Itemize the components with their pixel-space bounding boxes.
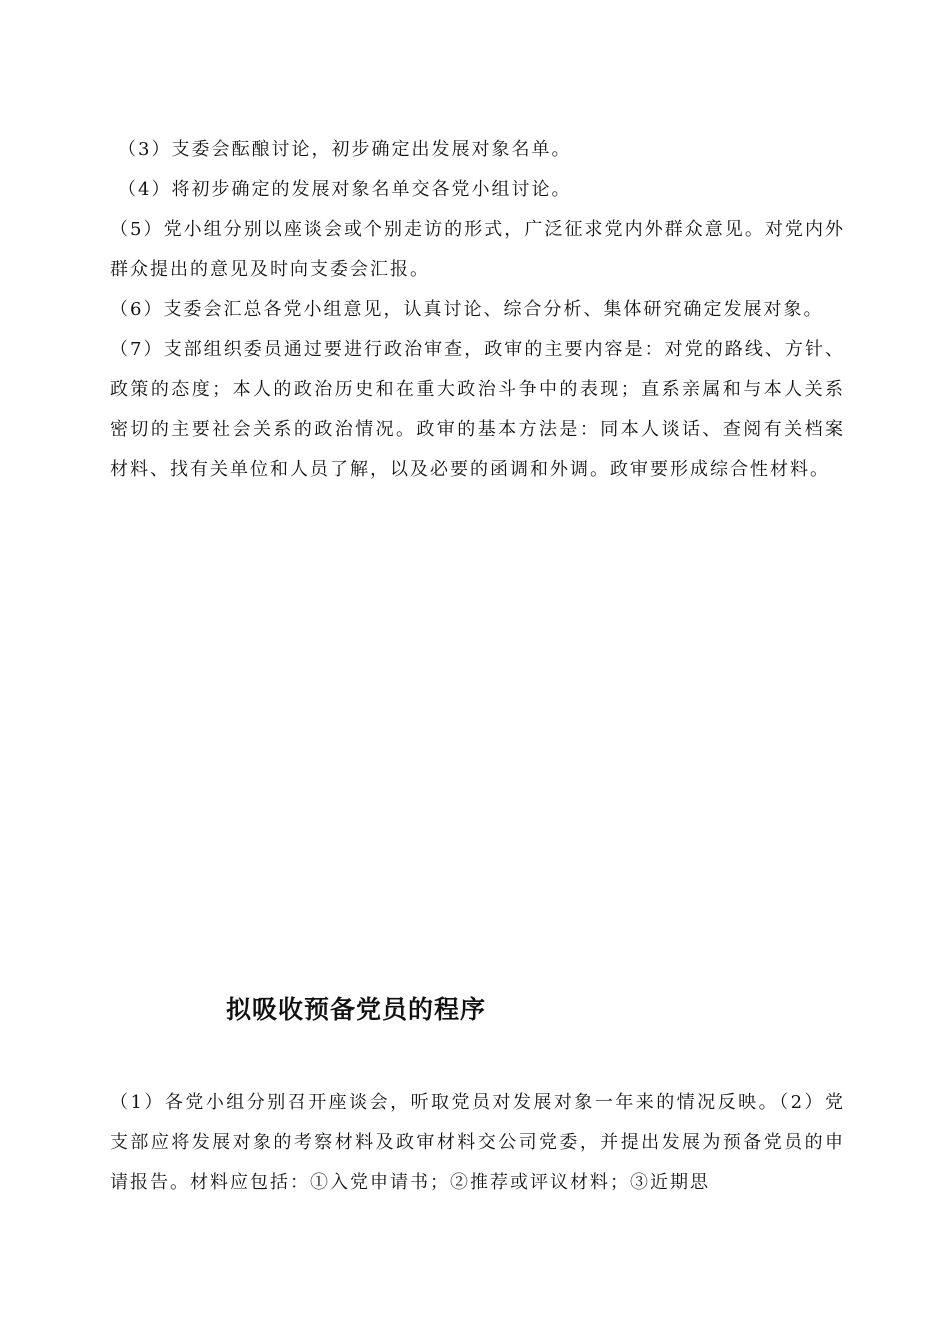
procedure-item-5: （5）党小组分别以座谈会或个别走访的形式，广泛征求党内外群众意见。对党内外群众提出的意见及时向支委会汇报。 [110, 219, 845, 280]
section-heading: 拟吸收预备党员的程序 [226, 995, 487, 1024]
procedure-item-6: （6）支委会汇总各党小组意见，认真讨论、综合分析、集体研究确定发展对象。 [110, 299, 824, 320]
procedure-item-7: （7）支部组织委员通过要进行政治审查，政审的主要内容是：对党的路线、方针、政策的态度；本人的政治历史和在重大政治斗争中的表现；直系亲属和与本人关系密切的主要社会关系的政治情况。政审的基本方法是：同本人谈话、查阅有关档案材料、找有关单位和人员了解，以及必要的函调和外调。政审要形成综合性材料。 [110, 339, 845, 480]
probationary-member-section [110, 1083, 845, 1203]
procedure-item-4: （4）将初步确定的发展对象名单交各党小组讨论。 [118, 179, 572, 200]
probationary-procedure-paragraph: （1）各党小组分别召开座谈会，听取党员对发展对象一年来的情况反映。（2）党支部应将发展对象的考察材料及政审材料交公司党委，并提出发展为预备党员的申请报告。材料应包括：①入党申请书；②推荐或评议材料；③近期思 [110, 1092, 845, 1193]
development-procedure-section [110, 130, 845, 490]
procedure-item-3: （3）支委会酝酿讨论，初步确定出发展对象名单。 [118, 139, 572, 160]
